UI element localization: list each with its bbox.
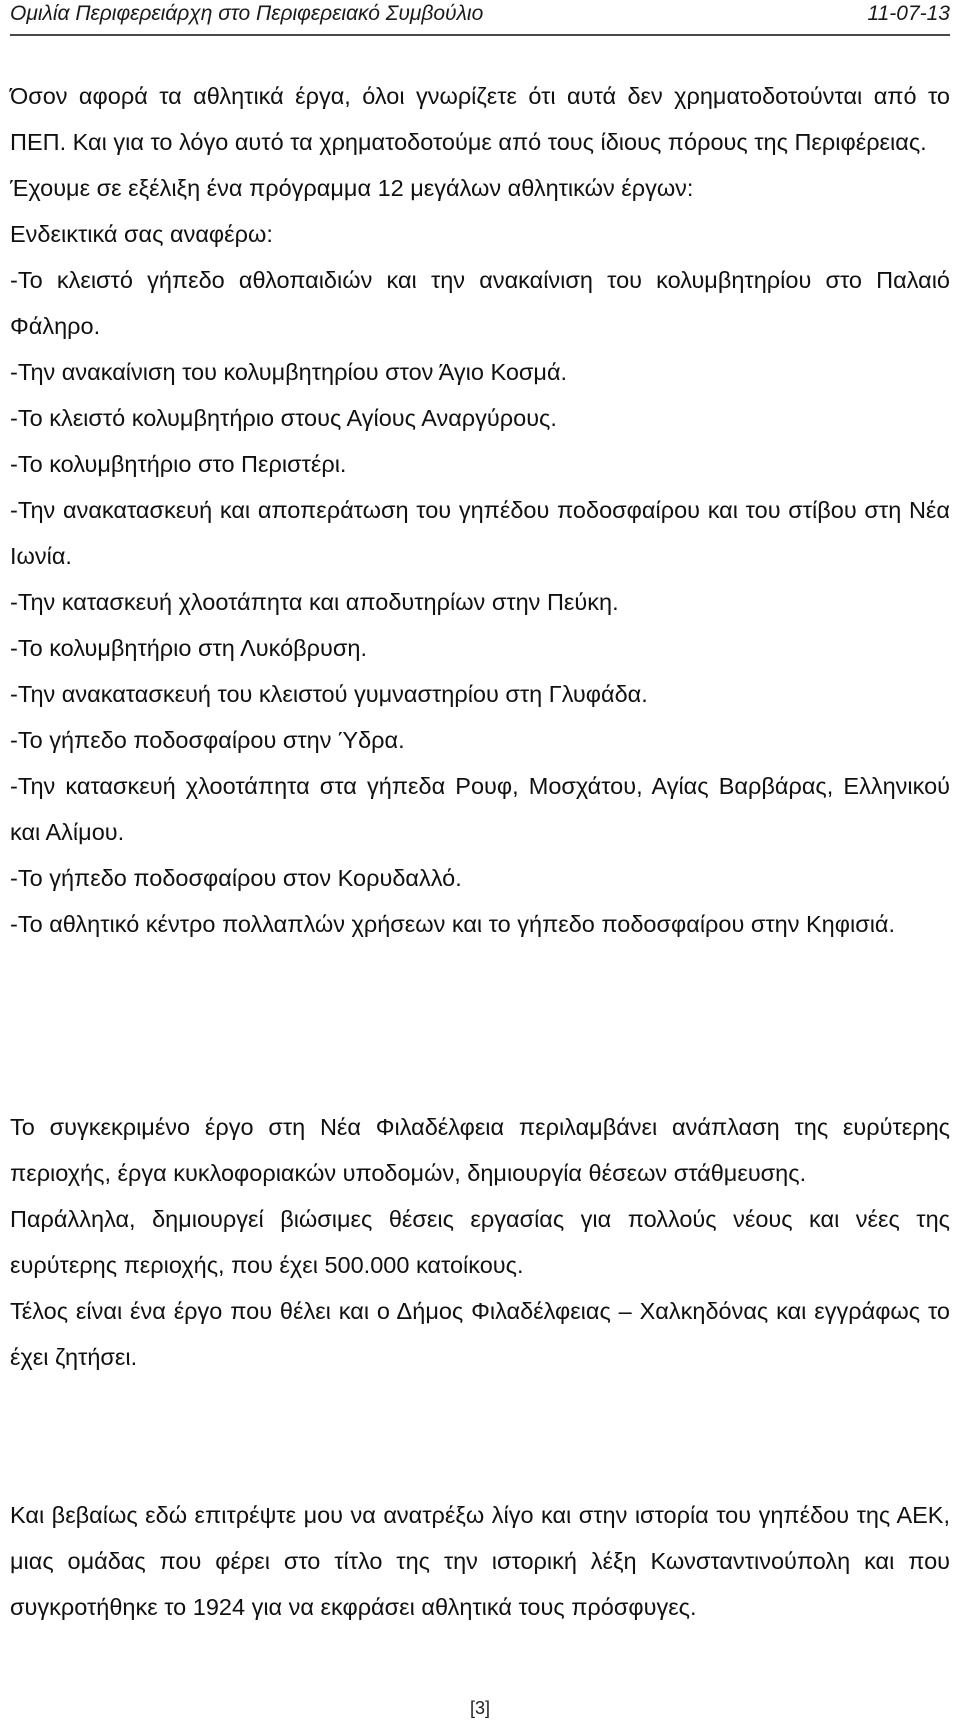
paragraph-indicative: Ενδεικτικά σας αναφέρω: <box>10 221 273 247</box>
list-item: -Το κλειστό κολυμβητήριο στους Αγίους Αναργύρους. <box>10 405 557 431</box>
header-date: 11-07-13 <box>867 2 950 25</box>
list-item: -Το κλειστό γήπεδο αθλοπαιδιών και την ανακαίνιση του κολυμβητηρίου στο Παλαιό Φάληρο. <box>10 267 950 339</box>
list-item: -Το γήπεδο ποδοσφαίρου στην Ύδρα. <box>10 727 405 753</box>
page-number: [3] <box>469 1698 490 1718</box>
paragraph-program: Έχουμε σε εξέλιξη ένα πρόγραμμα 12 μεγάλων αθλητικών έργων: <box>10 175 694 201</box>
paragraph-municipality: Τέλος είναι ένα έργο που θέλει και ο Δήμος Φιλαδέλφειας – Χαλκηδόνας και εγγράφως το έχει ζητήσει. <box>10 1298 950 1370</box>
body-section-nea-filadelfeia <box>10 1104 950 1380</box>
body-section-aek <box>10 1492 950 1630</box>
paragraph-project-scope: Το συγκεκριμένο έργο στη Νέα Φιλαδέλφεια περιλαμβάνει ανάπλαση της ευρύτερης περιοχής, έργα κυκλοφοριακών υποδομών, δημιουργία θέσεων στάθμευσης. <box>10 1114 950 1186</box>
list-item: -Το αθλητικό κέντρο πολλαπλών χρήσεων και το γήπεδο ποδοσφαίρου στην Κηφισιά. <box>10 911 896 937</box>
header-title: Ομιλία Περιφερειάρχη στο Περιφερειακό Συμβούλιο <box>10 2 484 25</box>
list-item: -Το κολυμβητήριο στη Λυκόβρυση. <box>10 635 367 661</box>
list-item: -Την κατασκευή χλοοτάπητα και αποδυτηρίων στην Πεύκη. <box>10 589 619 615</box>
paragraph-funding: Όσον αφορά τα αθλητικά έργα, όλοι γνωρίζετε ότι αυτά δεν χρηματοδοτούνται από το ΠΕΠ. Και για το λόγο αυτό τα χρηματοδοτούμε από τους ίδιους πόρους της Περιφέρειας. <box>10 83 950 155</box>
running-header <box>10 0 950 36</box>
paragraph-aek-history: Και βεβαίως εδώ επιτρέψτε μου να ανατρέξω λίγο και στην ιστορία του γηπέδου της ΑΕΚ, μιας ομάδας που φέρει στο τίτλο της την ιστορική λέξη Κωνσταντινούπολη και που συγκροτήθηκε το 1924 για να εκφράσει αθλητικά τους πρόσφυγες. <box>10 1502 950 1620</box>
list-item: -Το κολυμβητήριο στο Περιστέρι. <box>10 451 347 477</box>
body-section-projects <box>10 73 950 947</box>
list-item: -Το γήπεδο ποδοσφαίρου στον Κορυδαλλό. <box>10 865 462 891</box>
list-item: -Την ανακατασκευή και αποπεράτωση του γηπέδου ποδοσφαίρου και του στίβου στη Νέα Ιωνία. <box>10 497 950 569</box>
list-item: -Την ανακαίνιση του κολυμβητηρίου στον Άγιο Κοσμά. <box>10 359 568 385</box>
paragraph-jobs: Παράλληλα, δημιουργεί βιώσιμες θέσεις εργασίας για πολλούς νέους και νέες της ευρύτερης περιοχής, που έχει 500.000 κατοίκους. <box>10 1206 950 1278</box>
list-item: -Την ανακατασκευή του κλειστού γυμναστηρίου στη Γλυφάδα. <box>10 681 648 707</box>
list-item: -Την κατασκευή χλοοτάπητα στα γήπεδα Ρουφ, Μοσχάτου, Αγίας Βαρβάρας, Ελληνικού και Αλίμου. <box>10 773 950 845</box>
